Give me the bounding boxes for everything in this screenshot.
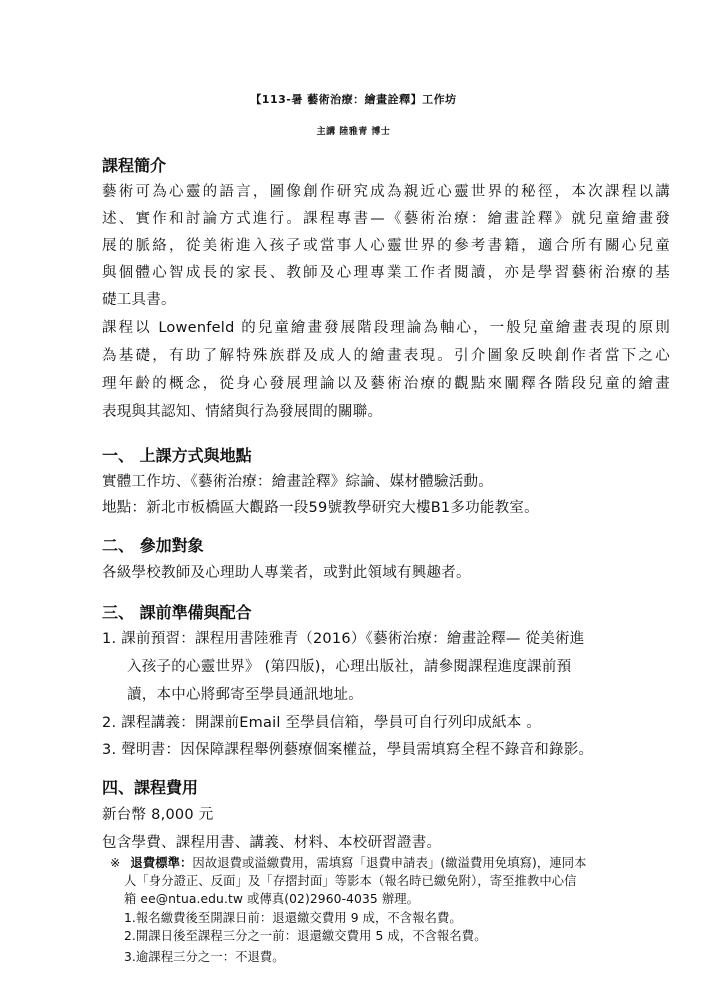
section2-heading: 二、 參加對象 [102, 536, 204, 555]
intro-line: 藝術可為心靈的語言，圖像創作研究成為親近心靈世界的秘徑，本次課程以講 [102, 184, 670, 200]
refund-line: 箱 ee@ntua.edu.tw 或傳真(02)2960-4035 辦理。 [124, 892, 420, 906]
refund-first-line [110, 853, 587, 871]
refund-label: 退費標準： [130, 856, 193, 870]
section4-heading: 四、課程費用 [102, 778, 199, 797]
section3-item: 1. 課前預習：課程用書陸雅青（2016）《藝術治療：繪畫詮釋— 從美術進 [102, 631, 585, 647]
intro-line: 理年齡的概念，從身心發展理論以及藝術治療的觀點來闡釋各階段兒童的繪畫 [102, 376, 670, 392]
intro-line: 展的脈絡，從美術進入孩子或當事人心靈世界的參考書籍，適合所有關心兒童 [102, 238, 670, 254]
section3-item: 2. 課程講義：開課前Email 至學員信箱，學員可自行列印成紙本 。 [102, 715, 542, 731]
refund-rule: 3.逾課程三分之一：不退費。 [124, 950, 285, 964]
section1-line: 實體工作坊、《藝術治療：繪畫詮釋》綜論、媒材體驗活動。 [102, 474, 493, 490]
section3-item-cont: 入孩子的心靈世界》 (第四版)，心理出版社，請參閱課程進度課前預 [127, 659, 572, 675]
document-title: 【113-暑 藝術治療：繪畫詮釋】工作坊 [250, 93, 457, 106]
section1-heading: 一、 上課方式與地點 [102, 446, 252, 465]
intro-line: 礎工具書。 [102, 292, 176, 308]
refund-line: 因故退費或溢繳費用，需填寫「退費申請表」(繳溢費用免填寫)，連同本 [192, 856, 587, 870]
intro-line: 為基礎，有助了解特殊族群及成人的繪畫表現。引介圖象反映創作者當下之心 [102, 348, 670, 364]
section1-line: 地點：新北市板橋區大觀路一段59號教學研究大樓B1多功能教室。 [102, 500, 539, 516]
section3-item: 3. 聲明書：因保障課程舉例藝療個案權益，學員需填寫全程不錄音和錄影。 [102, 742, 594, 758]
section3-item-cont: 讀，本中心將郵寄至學員通訊地址。 [127, 687, 363, 703]
intro-line: 與個體心智成長的家長、教師及心理專業工作者閱讀，亦是學習藝術治療的基 [102, 265, 670, 281]
fee-includes: 包含學費、課程用書、講義、材料、本校研習證書。 [102, 835, 442, 851]
refund-rule: 2.開課日後至課程三分之一前：退還繳交費用 5 成，不含報名費。 [124, 929, 487, 943]
note-mark: ※ [110, 856, 121, 870]
intro-line: 課程以 Lowenfeld 的兒童繪畫發展階段理論為軸心，一般兒童繪畫表現的原則 [102, 320, 670, 336]
intro-heading: 課程簡介 [102, 156, 167, 175]
section3-heading: 三、 課前準備與配合 [102, 603, 252, 622]
document-subtitle: 主講 陸雅青 博士 [316, 127, 391, 137]
section2-line: 各級學校教師及心理助人專業者，或對此領域有興趣者。 [102, 565, 471, 581]
intro-line: 表現與其認知、情緒與行為發展間的關聯。 [102, 404, 383, 420]
refund-rule: 1.報名繳費後至開課日前：退還繳交費用 9 成，不含報名費。 [124, 911, 462, 925]
fee-amount: 新台幣 8,000 元 [102, 807, 214, 823]
refund-line: 人「身分證正、反面」及「存摺封面」等影本（報名時已繳免附），寄至推教中心信 [124, 874, 577, 888]
intro-line: 述、實作和討論方式進行。課程專書—《藝術治療：繪畫詮釋》就兒童繪畫發 [102, 211, 670, 227]
